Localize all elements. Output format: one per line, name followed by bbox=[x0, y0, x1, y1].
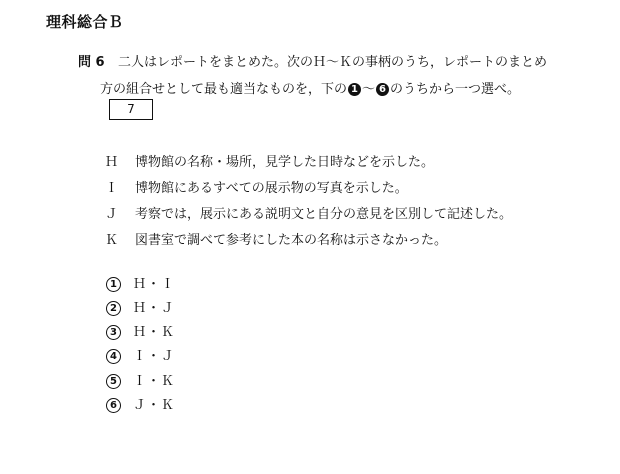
item-h bbox=[105, 151, 434, 170]
choice-number: 6 bbox=[106, 398, 121, 413]
item-letter: Ｋ bbox=[105, 233, 119, 248]
choice-5 bbox=[106, 370, 175, 389]
choice-number: 1 bbox=[106, 277, 121, 292]
item-text: 博物館の名称・場所，見学した日時などを示した。 bbox=[135, 155, 435, 170]
choice-3 bbox=[106, 321, 175, 340]
choice-2 bbox=[106, 297, 175, 316]
answer-box: 7 bbox=[109, 99, 153, 120]
item-text: 博物館にあるすべての展示物の写真を示した。 bbox=[135, 181, 408, 196]
item-letter: Ｉ bbox=[105, 181, 119, 196]
range-separator: ～ bbox=[362, 82, 376, 97]
choice-pair: Ｈ・Ｊ bbox=[133, 301, 176, 316]
item-text: 考察では，展示にある説明文と自分の意見を区別して記述した。 bbox=[135, 207, 513, 222]
question-text-line2 bbox=[100, 78, 520, 97]
item-k bbox=[105, 229, 447, 248]
choice-pair: Ｉ・Ｊ bbox=[133, 349, 176, 364]
choice-6 bbox=[106, 394, 175, 413]
choice-number: 2 bbox=[106, 301, 121, 316]
subject-title: 理科総合Ｂ bbox=[46, 13, 124, 31]
choice-number: 3 bbox=[106, 325, 121, 340]
item-text: 図書室で調べて参考にした本の名称は示さなかった。 bbox=[135, 233, 448, 248]
choice-4 bbox=[106, 345, 175, 364]
choice-pair: Ｉ・Ｋ bbox=[133, 374, 176, 389]
choice-pair: Ｈ・Ｉ bbox=[133, 277, 176, 292]
question-text-line1: 二人はレポートをまとめた。次のＨ～Ｋの事柄のうち，レポートのまとめ bbox=[118, 55, 548, 70]
choice-1 bbox=[106, 273, 175, 292]
question-number: 問 6 bbox=[78, 55, 105, 70]
item-i bbox=[105, 177, 408, 196]
item-letter: Ｊ bbox=[105, 207, 119, 222]
question-text-line2-pre: 方の組合せとして最も適当なものを，下の bbox=[100, 82, 348, 97]
choice-number: 4 bbox=[106, 349, 121, 364]
range-start-number: 1 bbox=[348, 83, 361, 96]
choice-pair: Ｈ・Ｋ bbox=[133, 325, 176, 340]
item-letter: Ｈ bbox=[105, 155, 119, 170]
choice-pair: Ｊ・Ｋ bbox=[133, 398, 176, 413]
question-text-line2-post: のうちから一つ選べ。 bbox=[390, 82, 521, 97]
range-end-number: 6 bbox=[376, 83, 389, 96]
choice-number: 5 bbox=[106, 374, 121, 389]
item-j bbox=[105, 203, 512, 222]
